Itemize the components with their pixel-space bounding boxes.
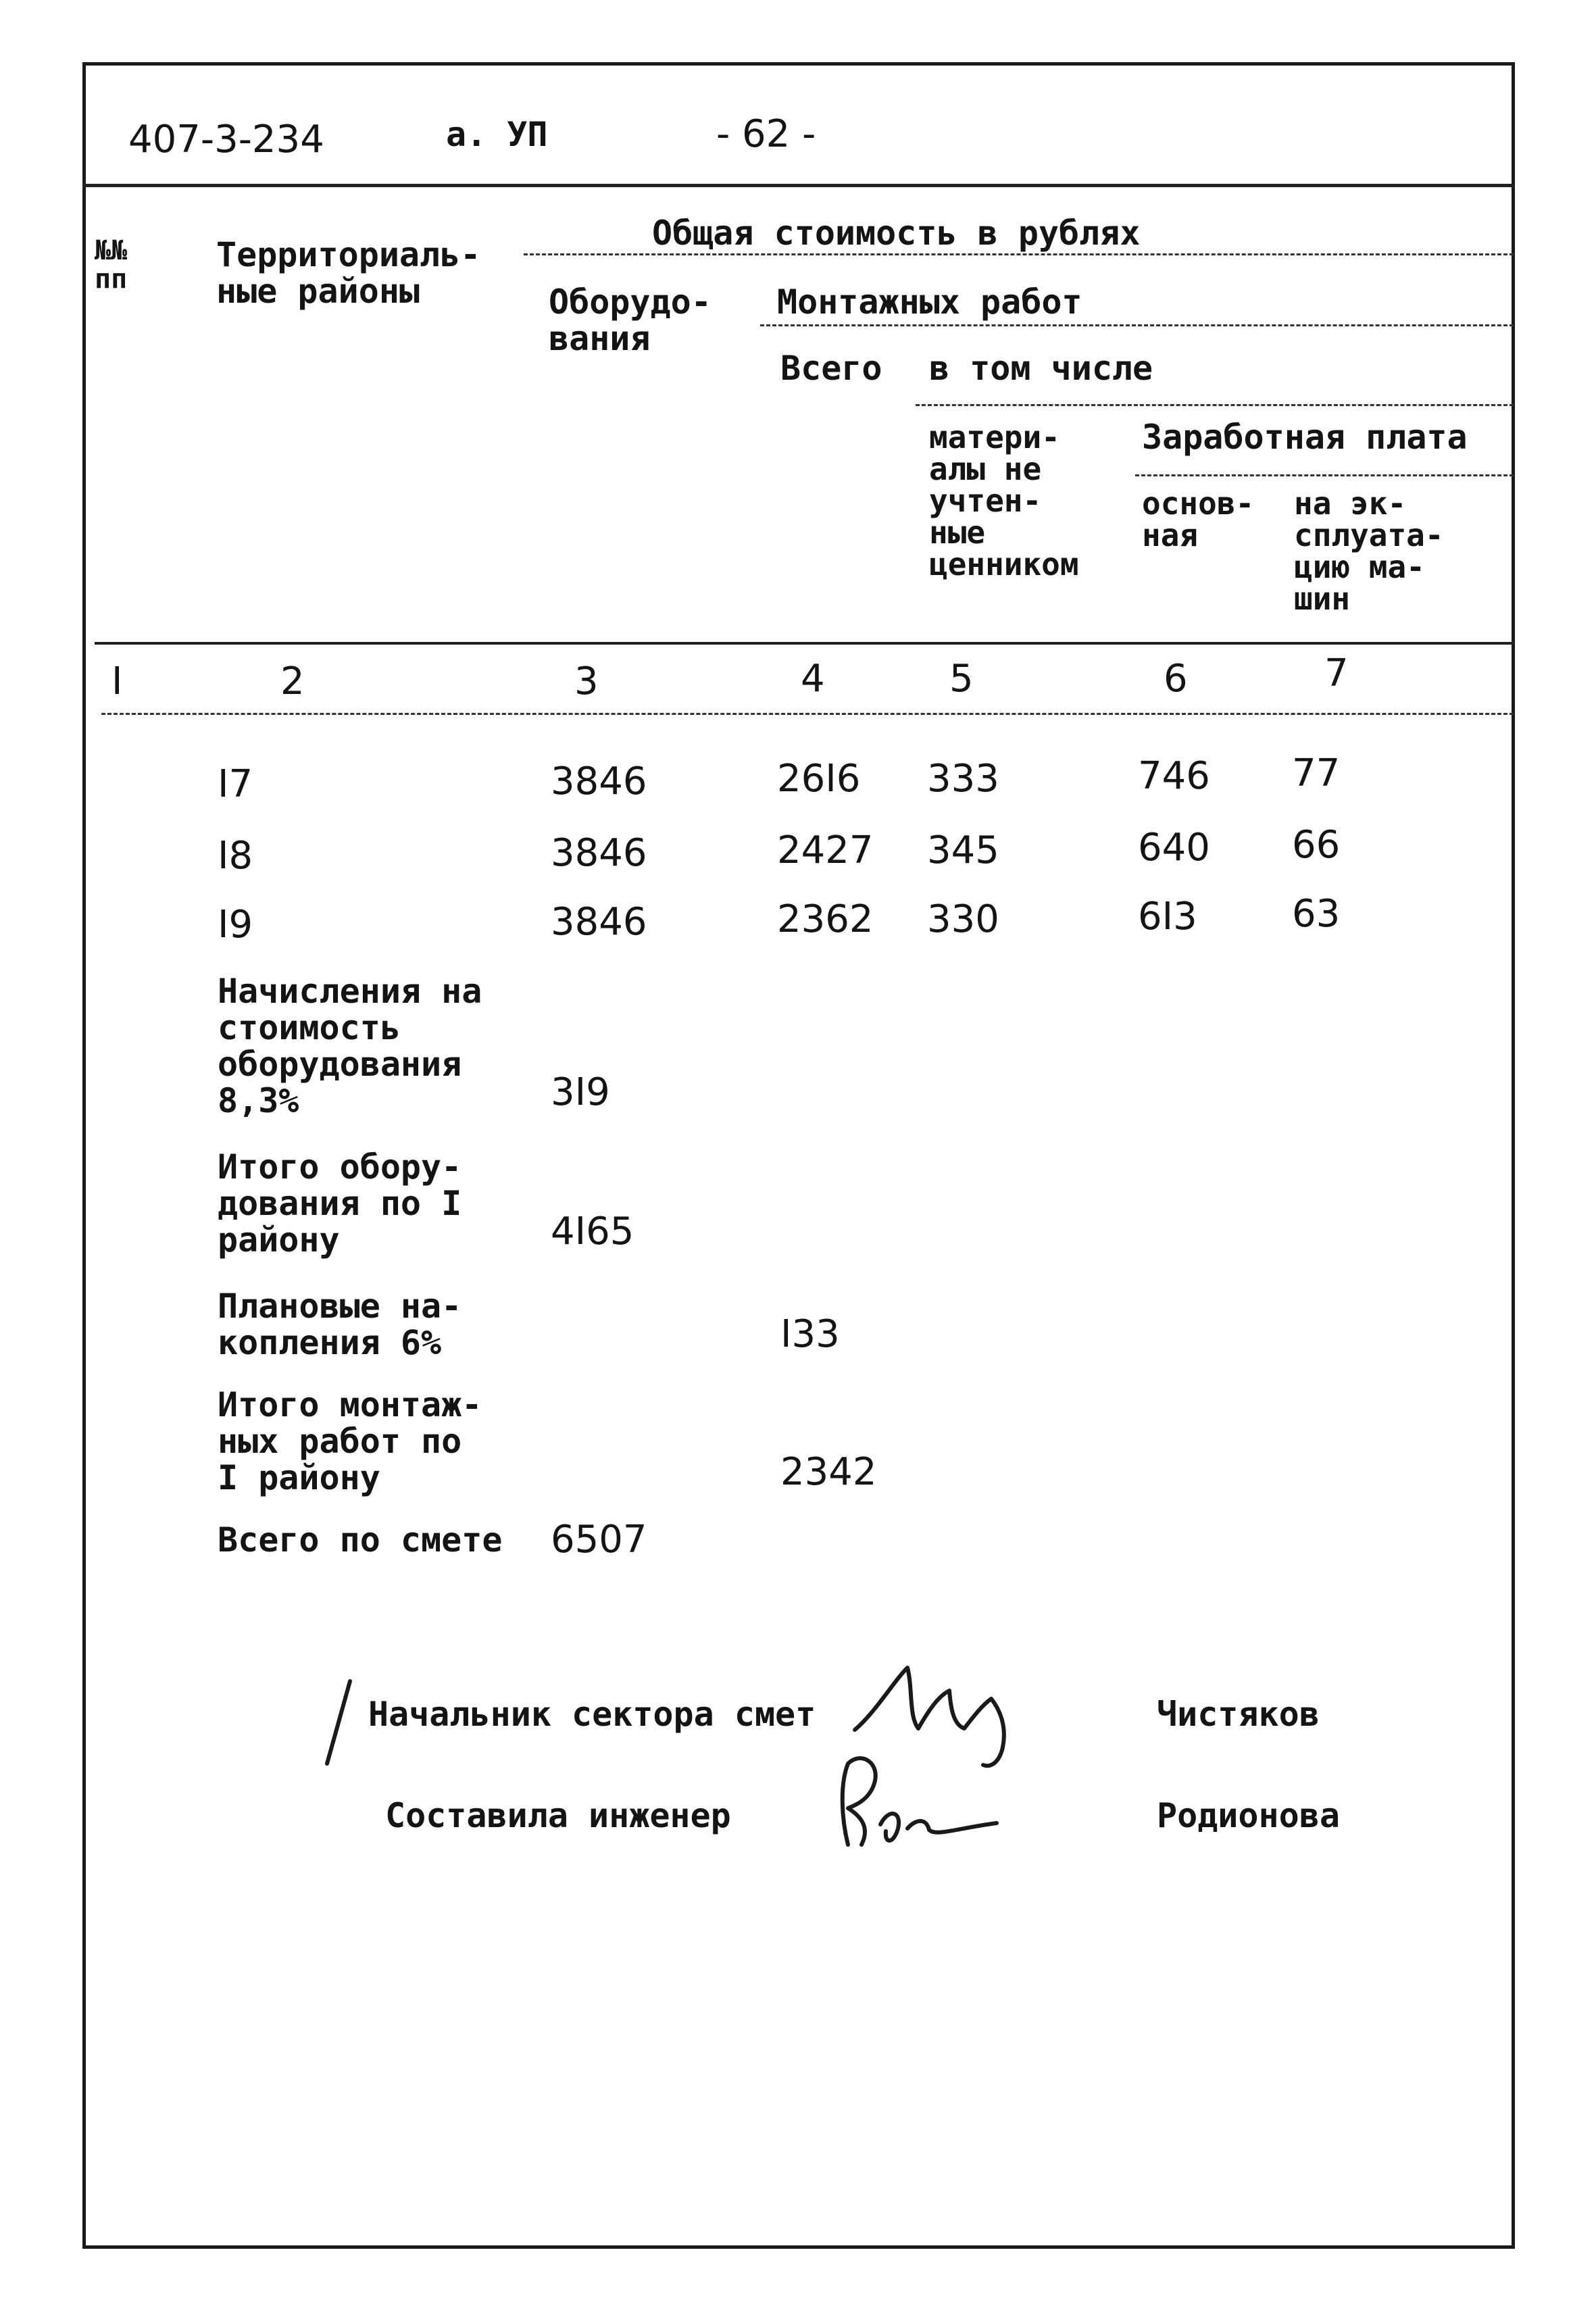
header-rule-2 bbox=[760, 324, 1514, 326]
column-number-4: 4 bbox=[801, 657, 825, 701]
col-total-header: Всего bbox=[780, 349, 882, 388]
signature-role: Составила инженер bbox=[385, 1796, 731, 1835]
column-number-1: I bbox=[111, 659, 123, 703]
summary-total: I33 bbox=[780, 1312, 840, 1356]
row-machines: 63 bbox=[1292, 892, 1341, 936]
row-basic: 6I3 bbox=[1138, 895, 1197, 939]
signature-name: Родионова bbox=[1157, 1796, 1340, 1835]
document-code: 407-3-234 bbox=[128, 118, 324, 161]
page-number: - 62 - bbox=[716, 112, 816, 156]
row-equipment: 3846 bbox=[551, 900, 647, 944]
row-region: I9 bbox=[218, 903, 253, 947]
summary-label: Плановые на- копления 6% bbox=[218, 1287, 462, 1362]
signature-role: Начальник сектора смет bbox=[368, 1695, 816, 1734]
row-region: I7 bbox=[218, 762, 253, 806]
header-rule-3 bbox=[916, 404, 1514, 406]
row-materials: 333 bbox=[927, 757, 999, 801]
col-installation-header: Монтажных работ bbox=[777, 282, 1082, 322]
col-basic-header: основ- ная bbox=[1142, 485, 1255, 553]
col-wages-header: Заработная плата bbox=[1142, 418, 1468, 457]
summary-total: 2342 bbox=[780, 1450, 877, 1494]
handwritten-slash-mark bbox=[318, 1676, 358, 1770]
signature-rodionova bbox=[828, 1743, 1010, 1858]
signature-name: Чистяков bbox=[1157, 1695, 1320, 1734]
row-region: I8 bbox=[218, 834, 253, 878]
column-number-6: 6 bbox=[1164, 657, 1188, 701]
summary-label: Всего по смете bbox=[218, 1520, 503, 1560]
row-equipment: 3846 bbox=[551, 831, 647, 875]
summary-label: Итого монтаж- ных работ по I району bbox=[218, 1385, 482, 1497]
album-label: а. УП bbox=[446, 115, 548, 154]
row-total: 26I6 bbox=[777, 757, 861, 801]
column-number-rule bbox=[101, 713, 1514, 715]
column-number-7: 7 bbox=[1324, 651, 1349, 695]
row-total: 2427 bbox=[777, 828, 874, 872]
column-number-3: 3 bbox=[574, 659, 599, 703]
col-machines-header: на эк- сплуата- цию ма- шин bbox=[1294, 485, 1444, 617]
summary-equipment: 6507 bbox=[551, 1518, 647, 1562]
col-equipment-header: Оборудо- вания bbox=[549, 282, 712, 358]
row-machines: 66 bbox=[1292, 823, 1341, 867]
summary-equipment: 4I65 bbox=[551, 1210, 634, 1253]
summary-equipment: 3I9 bbox=[551, 1070, 610, 1114]
row-basic: 746 bbox=[1138, 754, 1210, 798]
col-materials-header: матери- алы не учтен- ные ценником bbox=[929, 419, 1079, 582]
summary-label: Итого обору- дования по I району bbox=[218, 1147, 462, 1260]
summary-label: Начисления на стоимость оборудования 8,3% bbox=[218, 972, 482, 1120]
header-rule-1 bbox=[524, 253, 1514, 255]
header-bottom-rule bbox=[95, 642, 1514, 645]
col-including-header: в том числе bbox=[929, 349, 1153, 388]
group-title-total-cost: Общая стоимость в рублях bbox=[652, 214, 1141, 253]
col-number-header: №№ пп bbox=[95, 235, 128, 295]
row-machines: 77 bbox=[1292, 751, 1341, 795]
row-equipment: 3846 bbox=[551, 760, 647, 803]
row-materials: 345 bbox=[927, 828, 999, 872]
row-materials: 330 bbox=[927, 897, 999, 941]
row-basic: 640 bbox=[1138, 826, 1210, 870]
row-total: 2362 bbox=[777, 897, 874, 941]
column-number-2: 2 bbox=[280, 659, 305, 703]
column-number-5: 5 bbox=[949, 657, 974, 701]
header-divider bbox=[82, 184, 1515, 187]
col-region-header: Территориаль- ные районы bbox=[216, 235, 481, 311]
header-rule-4 bbox=[1135, 474, 1514, 476]
